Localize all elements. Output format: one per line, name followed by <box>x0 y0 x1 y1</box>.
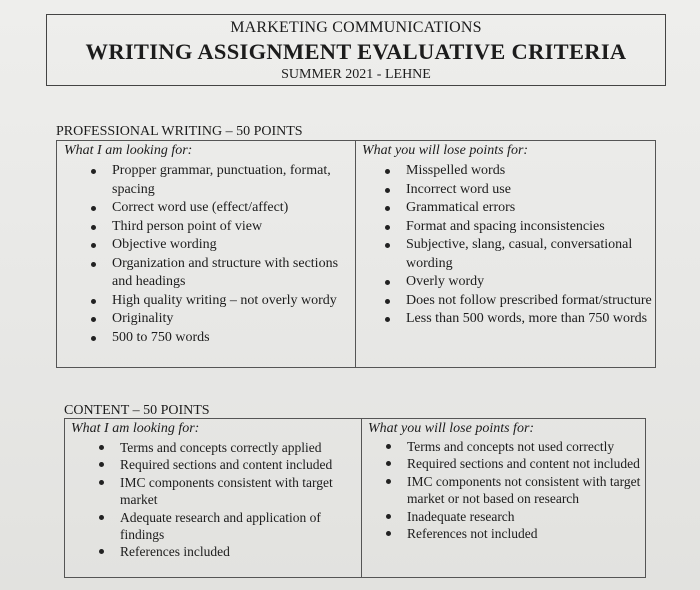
bullet-icon <box>385 299 390 304</box>
lose-points-list <box>383 438 643 542</box>
bullet-icon <box>386 479 391 484</box>
bullet-icon <box>99 462 104 467</box>
looking-for-column <box>65 419 359 577</box>
list-item: References not included <box>383 525 643 542</box>
list-item: IMC components consistent with target market <box>96 474 354 509</box>
course-title: MARKETING COMMUNICATIONS <box>230 19 482 36</box>
bullet-icon <box>385 280 390 285</box>
bullet-icon <box>91 169 96 174</box>
list-item: Inadequate research <box>383 508 643 525</box>
list-item: Misspelled words <box>382 162 652 181</box>
list-item: Originality <box>88 310 346 329</box>
content-table <box>64 418 646 578</box>
list-item: Incorrect word use <box>382 181 652 200</box>
bullet-icon <box>386 514 391 519</box>
bullet-icon <box>91 317 96 322</box>
bullet-icon <box>99 480 104 485</box>
list-item: Objective wording <box>88 236 346 255</box>
term-instructor: SUMMER 2021 - LEHNE <box>281 67 431 82</box>
looking-for-heading: What I am looking for: <box>64 143 193 158</box>
bullet-icon <box>386 461 391 466</box>
list-item: Terms and concepts correctly applied <box>96 439 354 456</box>
bullet-icon <box>385 206 390 211</box>
list-item: Third person point of view <box>88 218 346 237</box>
document-header <box>46 14 666 86</box>
content-title: CONTENT – 50 POINTS <box>64 403 210 418</box>
list-item: Subjective, slang, casual, conversational wording <box>382 236 652 273</box>
document-title: WRITING ASSIGNMENT EVALUATIVE CRITERIA <box>85 39 627 64</box>
bullet-icon <box>99 445 104 450</box>
professional-writing-title: PROFESSIONAL WRITING – 50 POINTS <box>56 124 303 139</box>
looking-for-column <box>57 141 353 367</box>
list-item: Correct word use (effect/affect) <box>88 199 346 218</box>
looking-for-heading: What I am looking for: <box>71 421 200 436</box>
lose-points-column <box>361 419 646 577</box>
lose-points-column <box>355 141 656 367</box>
looking-for-list <box>88 162 346 347</box>
bullet-icon <box>386 531 391 536</box>
list-item: Less than 500 words, more than 750 words <box>382 310 652 329</box>
list-item: References included <box>96 543 354 560</box>
list-item: Overly wordy <box>382 273 652 292</box>
list-item: Organization and structure with sections and headings <box>88 255 346 292</box>
list-item: Grammatical errors <box>382 199 652 218</box>
list-item: High quality writing – not overly wordy <box>88 292 346 311</box>
list-item: Required sections and content included <box>96 456 354 473</box>
bullet-icon <box>385 317 390 322</box>
list-item: Terms and concepts not used correctly <box>383 438 643 455</box>
bullet-icon <box>91 206 96 211</box>
bullet-icon <box>91 243 96 248</box>
bullet-icon <box>385 225 390 230</box>
lose-points-heading: What you will lose points for: <box>362 143 529 158</box>
bullet-icon <box>91 262 96 267</box>
list-item: Adequate research and application of findings <box>96 509 354 544</box>
list-item: Does not follow prescribed format/structure <box>382 292 652 311</box>
list-item: 500 to 750 words <box>88 329 346 348</box>
professional-writing-table <box>56 140 656 368</box>
bullet-icon <box>385 169 390 174</box>
list-item: Required sections and content not included <box>383 455 643 472</box>
bullet-icon <box>91 336 96 341</box>
list-item: Propper grammar, punctuation, format, spacing <box>88 162 346 199</box>
lose-points-heading: What you will lose points for: <box>368 421 535 436</box>
bullet-icon <box>99 549 104 554</box>
bullet-icon <box>91 299 96 304</box>
bullet-icon <box>99 515 104 520</box>
list-item: Format and spacing inconsistencies <box>382 218 652 237</box>
bullet-icon <box>91 225 96 230</box>
bullet-icon <box>386 444 391 449</box>
bullet-icon <box>385 188 390 193</box>
lose-points-list <box>382 162 652 329</box>
bullet-icon <box>385 243 390 248</box>
list-item: IMC components not consistent with target market or not based on research <box>383 473 643 508</box>
looking-for-list <box>96 439 354 561</box>
